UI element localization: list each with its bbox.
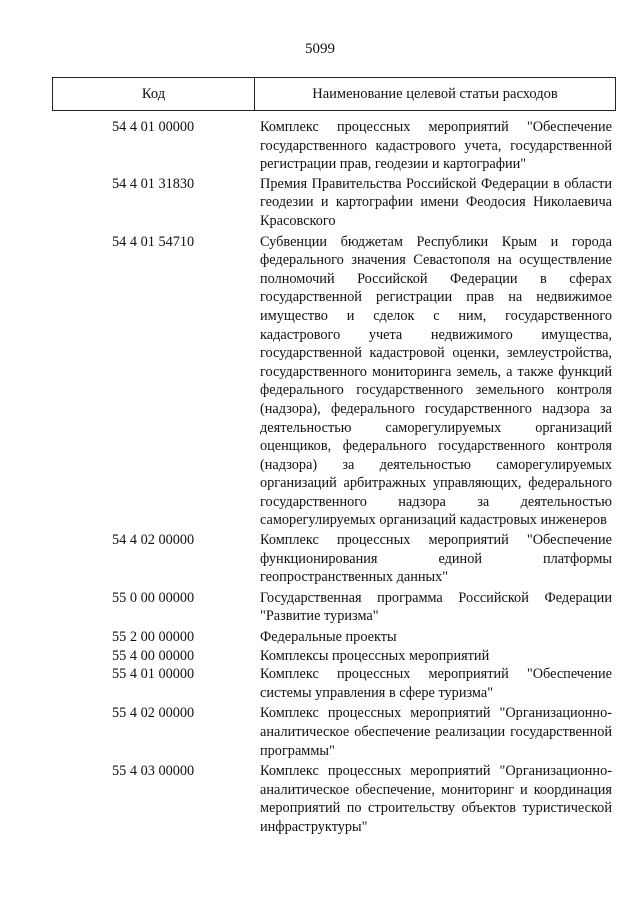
row-code: 55 4 01 00000 bbox=[112, 666, 195, 683]
header-name: Наименование целевой статьи расходов bbox=[312, 85, 558, 102]
row-code: 54 4 01 31830 bbox=[112, 175, 195, 192]
table-row bbox=[52, 118, 616, 174]
row-code: 55 4 00 00000 bbox=[112, 647, 195, 664]
row-name: Комплексы процессных мероприятий bbox=[260, 647, 490, 664]
table-body bbox=[52, 118, 616, 837]
table-row bbox=[52, 531, 616, 587]
table-row bbox=[52, 628, 616, 647]
table-row bbox=[52, 762, 616, 836]
row-code: 55 4 03 00000 bbox=[112, 763, 195, 780]
row-name: Комплекс процессных мероприятий "Обеспечение государственного кадастрового учета, государственной регистрации прав, геодезии и картографии" bbox=[260, 119, 612, 173]
header-code: Код bbox=[53, 78, 255, 110]
table-row bbox=[52, 175, 616, 231]
row-code: 55 4 02 00000 bbox=[112, 705, 195, 722]
row-name: Комплекс процессных мероприятий "Организационно-аналитическое обеспечение, мониторинг и координация мероприятий по строительству объектов туристической инфраструктуры" bbox=[260, 763, 612, 835]
row-name: Субвенции бюджетам Республики Крым и города федерального значения Севастополя на осуществление полномочий Российской Федерации в сферах государственной регистрации прав на недвижимое имущество и сделок с ним, государственного кадастрового учета недвижимого имущества, государственной кадастровой оценки, землеустройства, государственного мониторинга земель, а также функций федерального государственного земельного контроля (надзора), федерального государственного надзора за деятельностью саморегулируемых организаций оценщиков, федерального государственного контроля (надзора) за деятельностью саморегулируемых организаций арбитражных управляющих, федерального государственного надзора за деятельностью саморегулируемых организаций кадастровых инженеров bbox=[260, 233, 612, 529]
table-header bbox=[52, 77, 616, 111]
table-row bbox=[52, 589, 616, 626]
table-row bbox=[52, 233, 616, 531]
row-name: Комплекс процессных мероприятий "Обеспечение системы управления в сфере туризма" bbox=[260, 666, 612, 701]
table-row bbox=[52, 665, 616, 702]
table-row bbox=[52, 704, 616, 760]
page-number: 5099 bbox=[305, 41, 335, 57]
row-name: Государственная программа Российской Федерации "Развитие туризма" bbox=[260, 589, 612, 625]
row-code: 54 4 01 00000 bbox=[112, 119, 195, 135]
row-name: Премия Правительства Российской Федерации в области геодезии и картографии имени Феодосия Николаевича Красовского bbox=[260, 175, 612, 229]
table-row bbox=[52, 647, 616, 666]
row-code: 54 4 01 54710 bbox=[112, 233, 195, 250]
row-code: 55 0 00 00000 bbox=[112, 589, 195, 606]
row-name: Комплекс процессных мероприятий "Обеспечение функционирования единой платформы геопространственных данных" bbox=[260, 532, 612, 586]
row-name: Комплекс процессных мероприятий "Организационно-аналитическое обеспечение реализации государственной программы" bbox=[260, 705, 612, 759]
row-code: 55 2 00 00000 bbox=[112, 629, 195, 646]
row-name: Федеральные проекты bbox=[260, 629, 397, 646]
row-code: 54 4 02 00000 bbox=[112, 532, 195, 549]
